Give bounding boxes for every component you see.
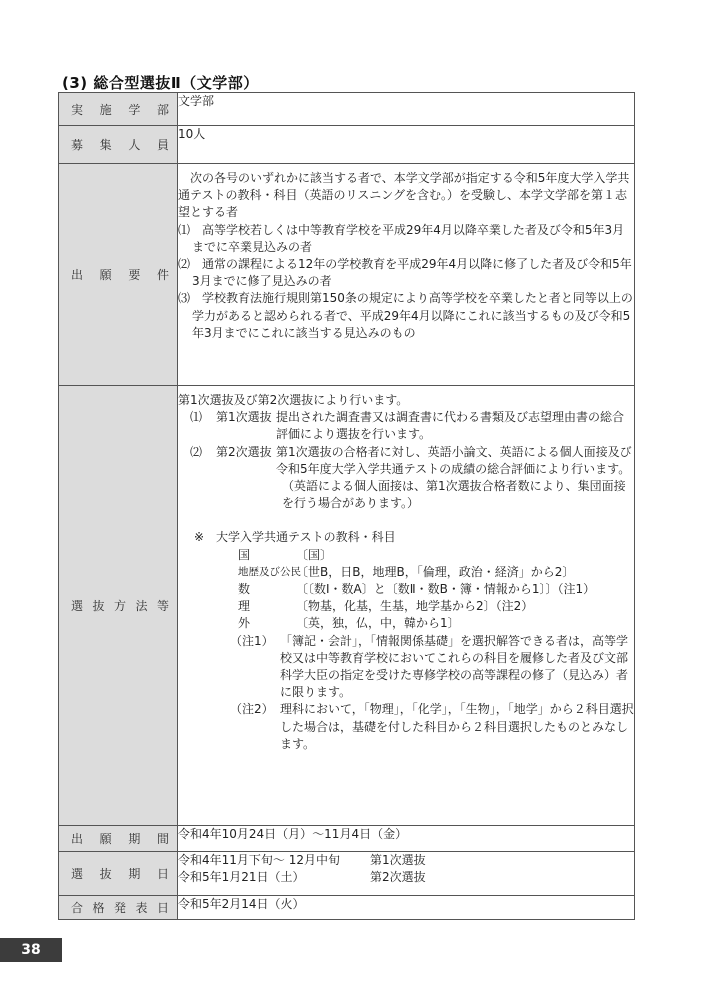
label-char: 日 [156,867,169,881]
label-char: 期 [128,832,141,846]
value-faculty: 文学部 [178,93,635,126]
label-char: 日 [156,901,169,915]
label-period [59,826,178,852]
value-period: 令和4年10月24日（月）～11月4日（金） [178,826,635,852]
section-heading: (3) 総合型選抜Ⅱ（文学部） [62,74,259,92]
note-2-key: （注2） [230,702,274,717]
label-announce [59,896,178,920]
label-method [59,386,178,826]
stage-1-num: ⑴ [190,410,203,425]
label-char: 募 [71,138,84,152]
subject-row [178,615,634,632]
page-number: 38 [0,938,62,962]
stage-1-text: 提出された調査書又は調査書に代わる書類及び志望理由書の総合評価により選抜を行います。 [276,410,625,442]
label-char: 期 [128,867,141,881]
value-dates [178,852,635,896]
stage-2 [178,444,634,478]
subject-key: 地歴及び公民 [238,565,301,578]
row-faculty [59,93,635,126]
label-char: 抜 [92,599,105,613]
subject-value: 〔世B，日B，地理B，「倫理，政治・経済」から2〕 [296,564,575,579]
subject-key: 外 [238,616,251,631]
label-char: 要 [128,268,141,282]
requirements-item-2: ⑵ 通常の課程による12年の学校教育を平成29年4月以降に修了した者及び令和5年3月までに修了見込みの者 [178,257,632,289]
stage-1 [178,409,634,443]
subject-value: 〔物基，化基，生基，地学基から2〕（注2） [296,599,534,614]
requirements-item-1: ⑴ 高等学校若しくは中等教育学校を平成29年4月以降卒業した者及び令和5年3月までに卒業見込みの者 [178,222,625,254]
label-announce-text [59,899,177,916]
label-char: 願 [99,268,112,282]
label-char: 出 [71,268,84,282]
label-char: 願 [99,832,112,846]
label-requirements [59,164,178,386]
row-requirements [59,164,635,386]
label-faculty-text [59,101,177,118]
row-period [59,826,635,852]
label-char: 施 [99,102,112,117]
subject-key: 数 [238,582,251,597]
label-char: 表 [135,901,148,915]
schedule-stage: 第2次選抜 [370,870,426,885]
subject-key: 国 [238,547,251,562]
label-char: 等 [156,599,169,613]
label-char: 出 [71,832,84,846]
label-method-text [59,597,177,614]
label-char: 実 [71,102,84,117]
label-char: 件 [156,268,169,282]
note-2 [178,701,634,753]
note-1-key: （注1） [230,633,274,648]
schedule-stage: 第1次選抜 [370,853,426,867]
note-2-text: 理科において，「物理」，「化学」，「生物」，「地学」から２科目選択した場合は，基礎を付した科目から２科目選択したものとみなします。 [280,702,634,751]
method-intro: 第1次選抜及び第2次選抜により行います。 [178,393,409,407]
label-char: 員 [156,138,169,152]
label-char: 学 [128,102,141,117]
stage-2-num: ⑵ [190,444,203,459]
label-char: 集 [99,138,112,152]
row-announce [59,896,635,920]
label-char: 選 [71,599,84,613]
label-char: 人 [128,138,141,152]
label-dates-text [59,865,177,882]
label-period-text [59,830,177,847]
label-faculty [59,93,178,126]
schedule-date: 令和4年11月下旬～ 12月中旬 [178,853,340,867]
label-char: 格 [92,901,105,915]
schedule-line-1 [178,852,634,869]
requirements-intro: 次の各号のいずれかに該当する者で、本学文学部が指定する令和5年度大学入学共通テストの教科・科目（英語のリスニングを含む。）を受験し、本学文学部を第１志望とする者 [178,171,630,220]
schedule-date: 令和5年1月21日（土） [178,870,305,885]
requirements-item-3: ⑶ 学校教育法施行規則第150条の規定により高等学校を卒業したと者と同等以上の学力があると認められる者で、平成29年4月以降にこれに該当するもの及び令和5年3月までにこれに該当する見込みのもの [178,291,633,340]
label-char: 間 [156,832,169,846]
subject-row [178,581,634,598]
row-dates [59,852,635,896]
schedule-line-2 [178,869,634,886]
label-char: 抜 [99,867,112,881]
admission-table [58,92,635,920]
subject-value: 〔英，独，仏，中，韓から1〕 [296,616,460,631]
subject-row [178,564,634,581]
row-capacity [59,126,635,164]
label-capacity [59,126,178,164]
note-1-text: 「簿記・会計」，「情報関係基礎」を選択解答できる者は，高等学校又は中等教育学校においてこれらの科目を履修した者及び文部科学大臣の指定を受けた専修学校の高等課程の修了（見込み）者に限ります。 [280,633,629,700]
value-capacity: 10人 [178,126,635,164]
stage-2-text: 第1次選抜の合格者に対し、英語小論文、英語による個人面接及び令和5年度大学入学共通テストの成績の総合評価により行います。 [276,444,632,476]
stage-2-title: 第2次選抜 [216,444,272,459]
label-char: 選 [71,867,84,881]
label-char: 部 [156,102,169,117]
subject-row [178,598,634,615]
subject-row [178,547,634,564]
label-char: 発 [113,901,126,915]
label-capacity-text [59,136,177,153]
note-1 [178,633,634,702]
label-char: 法 [135,599,148,613]
label-dates [59,852,178,896]
subject-value: 〔〔数Ⅰ・数A〕と〔数Ⅱ・数B・簿・情報から1〕〕（注1） [296,582,596,597]
stage-note: （英語による個人面接は、第1次選抜合格者数により、集団面接を行う場合があります。） [282,479,626,511]
subjects-title: ※ 大学入学共通テストの教科・科目 [194,530,396,545]
subject-key: 理 [238,599,251,614]
value-announce: 令和5年2月14日（火） [178,896,635,920]
stage-1-title: 第1次選抜 [216,410,272,425]
row-method [59,386,635,826]
value-requirements [178,164,635,386]
value-method [178,386,635,826]
label-char: 合 [71,901,84,915]
subject-value: 〔国〕 [296,547,333,562]
label-requirements-text [59,266,177,283]
label-char: 方 [113,599,126,613]
